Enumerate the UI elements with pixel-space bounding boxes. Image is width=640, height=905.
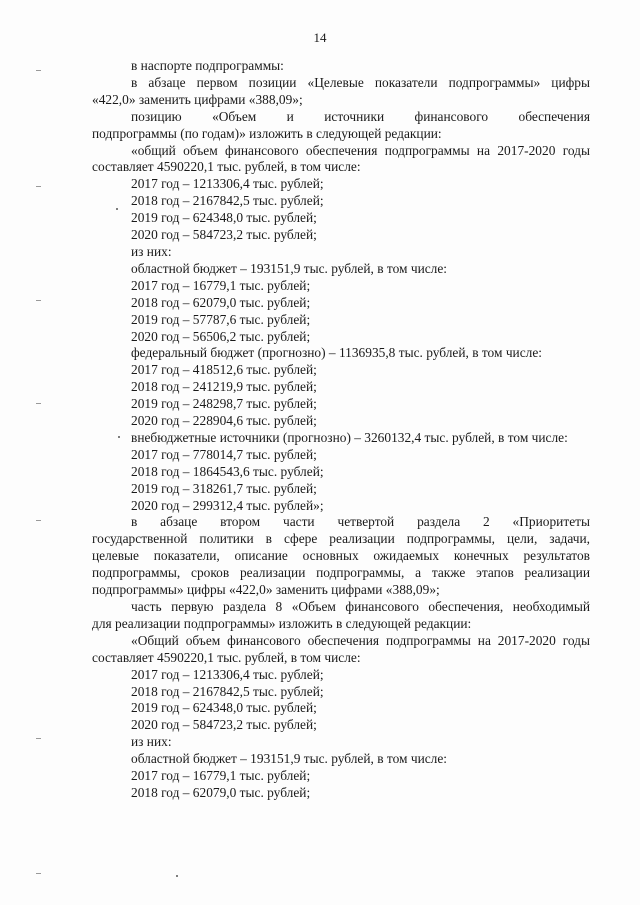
text-line: 2019 год – 318261,7 тыс. рублей; (131, 480, 317, 496)
text-line: 2020 год – 299312,4 тыс. рублей»; (131, 497, 324, 513)
text-line: 2020 год – 56506,2 тыс. рублей; (131, 328, 311, 344)
scan-mark (36, 520, 41, 521)
text-line: из них: (131, 734, 172, 750)
text-line: 2019 год – 57787,6 тыс. рублей; (131, 311, 311, 327)
text-line: подпрограммы» цифры «422,0» заменить цифрами «388,09»; (92, 582, 440, 598)
text-line: часть первую раздела 8 «Объем финансового обеспечения, необходимый (131, 599, 590, 614)
text-line: «Общий объем финансового обеспечения подпрограммы на 2017-2020 годы (131, 632, 590, 648)
text-line: «общий объем финансового обеспечения подпрограммы на 2017-2020 годы (131, 142, 590, 158)
text-line: 2017 год – 418512,6 тыс. рублей; (131, 362, 317, 378)
text-line: в наспорте подпрограммы: (131, 58, 284, 73)
scan-mark (36, 186, 41, 187)
text-line: 2017 год – 16779,1 тыс. рублей; (131, 768, 311, 784)
scan-mark (36, 70, 41, 71)
scan-dot (176, 875, 178, 877)
text-line: для реализации подпрограммы» изложить в следующей редакции: (92, 615, 472, 631)
text-line: 2018 год – 2167842,5 тыс. рублей; (131, 193, 324, 209)
text-line: областной бюджет – 193151,9 тыс. рублей, в том числе: (131, 260, 448, 276)
text-line: 2019 год – 624348,0 тыс. рублей; (131, 210, 317, 226)
scan-mark (36, 300, 41, 301)
text-line: 2017 год – 1213306,4 тыс. рублей; (131, 176, 324, 192)
text-line: внебюджетные источники (прогнозно) – 3260132,4 тыс. рублей, в том числе: (131, 429, 568, 445)
scan-mark (36, 738, 41, 739)
text-line: 2020 год – 584723,2 тыс. рублей; (131, 717, 317, 733)
text-line: государственной политики в сфере реализации подпрограммы, цели, задачи, (92, 531, 590, 547)
text-line: составляет 4590220,1 тыс. рублей, в том числе: (92, 159, 361, 175)
text-line: 2019 год – 248298,7 тыс. рублей; (131, 396, 317, 412)
text-line: подпрограммы (по годам)» изложить в следующей редакции: (92, 125, 442, 141)
text-line: в абзаце втором части четвертой раздела 2 «Приоритеты (131, 514, 590, 530)
text-line: 2018 год – 2167842,5 тыс. рублей; (131, 683, 324, 699)
text-line: 2018 год – 241219,9 тыс. рублей; (131, 379, 317, 395)
text-line: из них: (131, 243, 172, 259)
scan-mark (36, 403, 41, 404)
text-line: 2018 год – 62079,0 тыс. рублей; (131, 294, 311, 310)
text-line: 2020 год – 584723,2 тыс. рублей; (131, 227, 317, 243)
text-line: позицию «Объем и источники финансового обеспечения (131, 108, 590, 124)
text-line: 2019 год – 624348,0 тыс. рублей; (131, 700, 317, 716)
text-line: составляет 4590220,1 тыс. рублей, в том числе: (92, 649, 361, 665)
text-line: областной бюджет – 193151,9 тыс. рублей, в том числе: (131, 751, 448, 767)
text-line: «422,0» заменить цифрами «388,09»; (92, 91, 303, 107)
scan-dot (118, 436, 120, 438)
page-number: 14 (313, 30, 327, 45)
text-line: целевые показатели, описание основных ожидаемых конечных результатов (92, 548, 590, 564)
scan-dot (116, 208, 118, 210)
text-line: 2020 год – 228904,6 тыс. рублей; (131, 413, 317, 429)
text-line: в абзаце первом позиции «Целевые показатели подпрограммы» цифры (131, 74, 590, 90)
scan-mark (36, 873, 41, 874)
text-line: 2017 год – 16779,1 тыс. рублей; (131, 277, 311, 293)
text-line: 2017 год – 778014,7 тыс. рублей; (131, 446, 317, 462)
text-line: подпрограммы, сроков реализации подпрограммы, а также этапов реализации (92, 565, 590, 581)
text-line: 2017 год – 1213306,4 тыс. рублей; (131, 666, 324, 682)
document-body (92, 58, 590, 802)
text-line: 2018 год – 1864543,6 тыс. рублей; (131, 463, 324, 479)
text-line: федеральный бюджет (прогнозно) – 1136935,8 тыс. рублей, в том числе: (131, 345, 543, 361)
text-line: 2018 год – 62079,0 тыс. рублей; (131, 784, 311, 800)
